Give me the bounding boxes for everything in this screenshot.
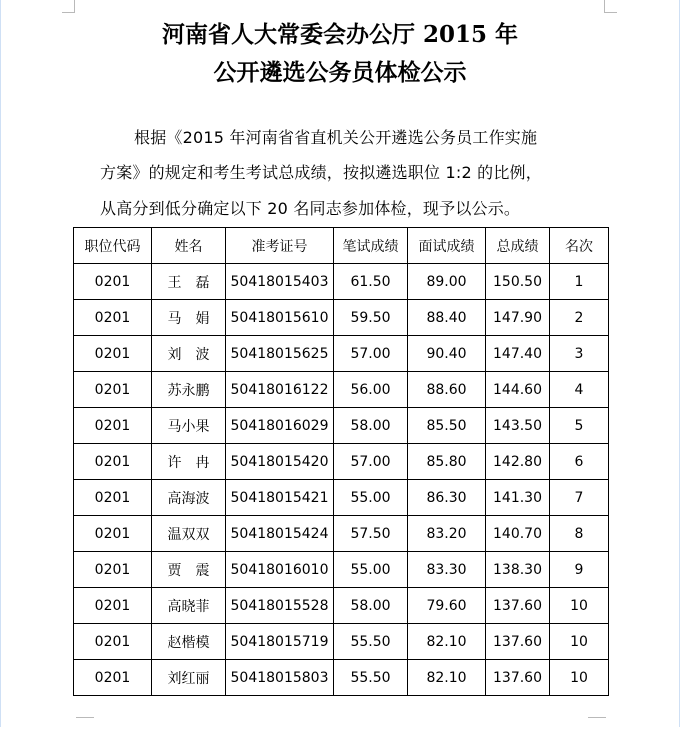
cell-position-code: 0201 xyxy=(74,408,152,444)
cell-name: 马小果 xyxy=(152,408,226,444)
cell-rank: 10 xyxy=(550,660,609,696)
cell-position-code: 0201 xyxy=(74,552,152,588)
page-corner-mark xyxy=(76,717,94,730)
cell-interview-score: 85.80 xyxy=(408,444,486,480)
cell-rank: 2 xyxy=(550,300,609,336)
cell-interview-score: 85.50 xyxy=(408,408,486,444)
cell-total-score: 143.50 xyxy=(486,408,550,444)
cell-written-score: 56.00 xyxy=(334,372,408,408)
cell-total-score: 142.80 xyxy=(486,444,550,480)
cell-ticket-number: 50418016010 xyxy=(226,552,334,588)
cell-ticket-number: 50418015625 xyxy=(226,336,334,372)
table-row xyxy=(74,480,609,516)
cell-total-score: 137.60 xyxy=(486,624,550,660)
cell-total-score: 150.50 xyxy=(486,264,550,300)
cell-rank: 8 xyxy=(550,516,609,552)
cell-total-score: 137.60 xyxy=(486,660,550,696)
cell-name: 许 冉 xyxy=(152,444,226,480)
cell-name: 高海波 xyxy=(152,480,226,516)
table-row xyxy=(74,444,609,480)
column-header-total-score: 总成绩 xyxy=(486,228,550,264)
cell-written-score: 55.00 xyxy=(334,552,408,588)
cell-rank: 10 xyxy=(550,588,609,624)
cell-total-score: 147.90 xyxy=(486,300,550,336)
cell-interview-score: 88.40 xyxy=(408,300,486,336)
column-header-interview-score: 面试成绩 xyxy=(408,228,486,264)
cell-rank: 4 xyxy=(550,372,609,408)
cell-ticket-number: 50418016029 xyxy=(226,408,334,444)
cell-name: 高晓菲 xyxy=(152,588,226,624)
column-header-name: 姓名 xyxy=(152,228,226,264)
intro-line3: 从高分到低分确定以下 20 名同志参加体检，现予以公示。 xyxy=(100,199,521,218)
cell-name: 马 娟 xyxy=(152,300,226,336)
cell-position-code: 0201 xyxy=(74,624,152,660)
cell-written-score: 55.50 xyxy=(334,624,408,660)
cell-ticket-number: 50418015719 xyxy=(226,624,334,660)
cell-ticket-number: 50418015420 xyxy=(226,444,334,480)
cell-ticket-number: 50418016122 xyxy=(226,372,334,408)
cell-interview-score: 83.30 xyxy=(408,552,486,588)
cell-name: 王 磊 xyxy=(152,264,226,300)
cell-written-score: 58.00 xyxy=(334,408,408,444)
cell-position-code: 0201 xyxy=(74,372,152,408)
cell-interview-score: 90.40 xyxy=(408,336,486,372)
cell-total-score: 138.30 xyxy=(486,552,550,588)
column-header-written-score: 笔试成绩 xyxy=(334,228,408,264)
cell-interview-score: 82.10 xyxy=(408,660,486,696)
table-row xyxy=(74,588,609,624)
table-row xyxy=(74,372,609,408)
table-row xyxy=(74,624,609,660)
document-title-line2: 公开遴选公务员体检公示 xyxy=(213,59,467,86)
cell-rank: 1 xyxy=(550,264,609,300)
cell-total-score: 144.60 xyxy=(486,372,550,408)
cell-name: 刘 波 xyxy=(152,336,226,372)
cell-rank: 5 xyxy=(550,408,609,444)
cell-name: 刘红丽 xyxy=(152,660,226,696)
cell-name: 温双双 xyxy=(152,516,226,552)
cell-interview-score: 82.10 xyxy=(408,624,486,660)
cell-interview-score: 89.00 xyxy=(408,264,486,300)
table-row xyxy=(74,408,609,444)
cell-interview-score: 79.60 xyxy=(408,588,486,624)
results-table xyxy=(73,227,609,696)
intro-line1: 根据《2015 年河南省省直机关公开遴选公务员工作实施 xyxy=(134,128,538,147)
cell-name: 苏永鹏 xyxy=(152,372,226,408)
cell-rank: 6 xyxy=(550,444,609,480)
page-corner-mark xyxy=(588,717,606,730)
table-header-row xyxy=(74,228,609,264)
column-header-rank: 名次 xyxy=(550,228,609,264)
table-row xyxy=(74,336,609,372)
page-corner-mark xyxy=(604,0,617,13)
cell-written-score: 55.50 xyxy=(334,660,408,696)
cell-position-code: 0201 xyxy=(74,264,152,300)
cell-written-score: 55.00 xyxy=(334,480,408,516)
table-row xyxy=(74,660,609,696)
cell-rank: 7 xyxy=(550,480,609,516)
cell-total-score: 147.40 xyxy=(486,336,550,372)
cell-position-code: 0201 xyxy=(74,660,152,696)
cell-written-score: 59.50 xyxy=(334,300,408,336)
table-row xyxy=(74,300,609,336)
cell-written-score: 58.00 xyxy=(334,588,408,624)
cell-position-code: 0201 xyxy=(74,588,152,624)
column-header-position-code: 职位代码 xyxy=(74,228,152,264)
cell-interview-score: 88.60 xyxy=(408,372,486,408)
cell-ticket-number: 50418015424 xyxy=(226,516,334,552)
cell-interview-score: 86.30 xyxy=(408,480,486,516)
column-header-ticket-number: 准考证号 xyxy=(226,228,334,264)
cell-ticket-number: 50418015421 xyxy=(226,480,334,516)
cell-written-score: 57.00 xyxy=(334,336,408,372)
table-row xyxy=(74,552,609,588)
cell-position-code: 0201 xyxy=(74,480,152,516)
table-row xyxy=(74,516,609,552)
cell-rank: 10 xyxy=(550,624,609,660)
cell-total-score: 141.30 xyxy=(486,480,550,516)
cell-ticket-number: 50418015610 xyxy=(226,300,334,336)
cell-written-score: 57.00 xyxy=(334,444,408,480)
table-body xyxy=(74,264,609,696)
cell-ticket-number: 50418015403 xyxy=(226,264,334,300)
intro-line2: 方案》的规定和考生考试总成绩，按拟遴选职位 1:2 的比例， xyxy=(100,163,542,182)
cell-position-code: 0201 xyxy=(74,444,152,480)
cell-name: 贾 震 xyxy=(152,552,226,588)
cell-rank: 3 xyxy=(550,336,609,372)
cell-written-score: 57.50 xyxy=(334,516,408,552)
cell-rank: 9 xyxy=(550,552,609,588)
cell-total-score: 140.70 xyxy=(486,516,550,552)
page-corner-mark xyxy=(62,0,75,13)
cell-name: 赵楷模 xyxy=(152,624,226,660)
cell-position-code: 0201 xyxy=(74,300,152,336)
cell-ticket-number: 50418015803 xyxy=(226,660,334,696)
cell-position-code: 0201 xyxy=(74,336,152,372)
document-title-line1: 河南省人大常委会办公厅 2015 年 xyxy=(161,21,519,48)
cell-written-score: 61.50 xyxy=(334,264,408,300)
page-border-left xyxy=(0,0,1,727)
cell-total-score: 137.60 xyxy=(486,588,550,624)
cell-interview-score: 83.20 xyxy=(408,516,486,552)
cell-ticket-number: 50418015528 xyxy=(226,588,334,624)
table-row xyxy=(74,264,609,300)
cell-position-code: 0201 xyxy=(74,516,152,552)
